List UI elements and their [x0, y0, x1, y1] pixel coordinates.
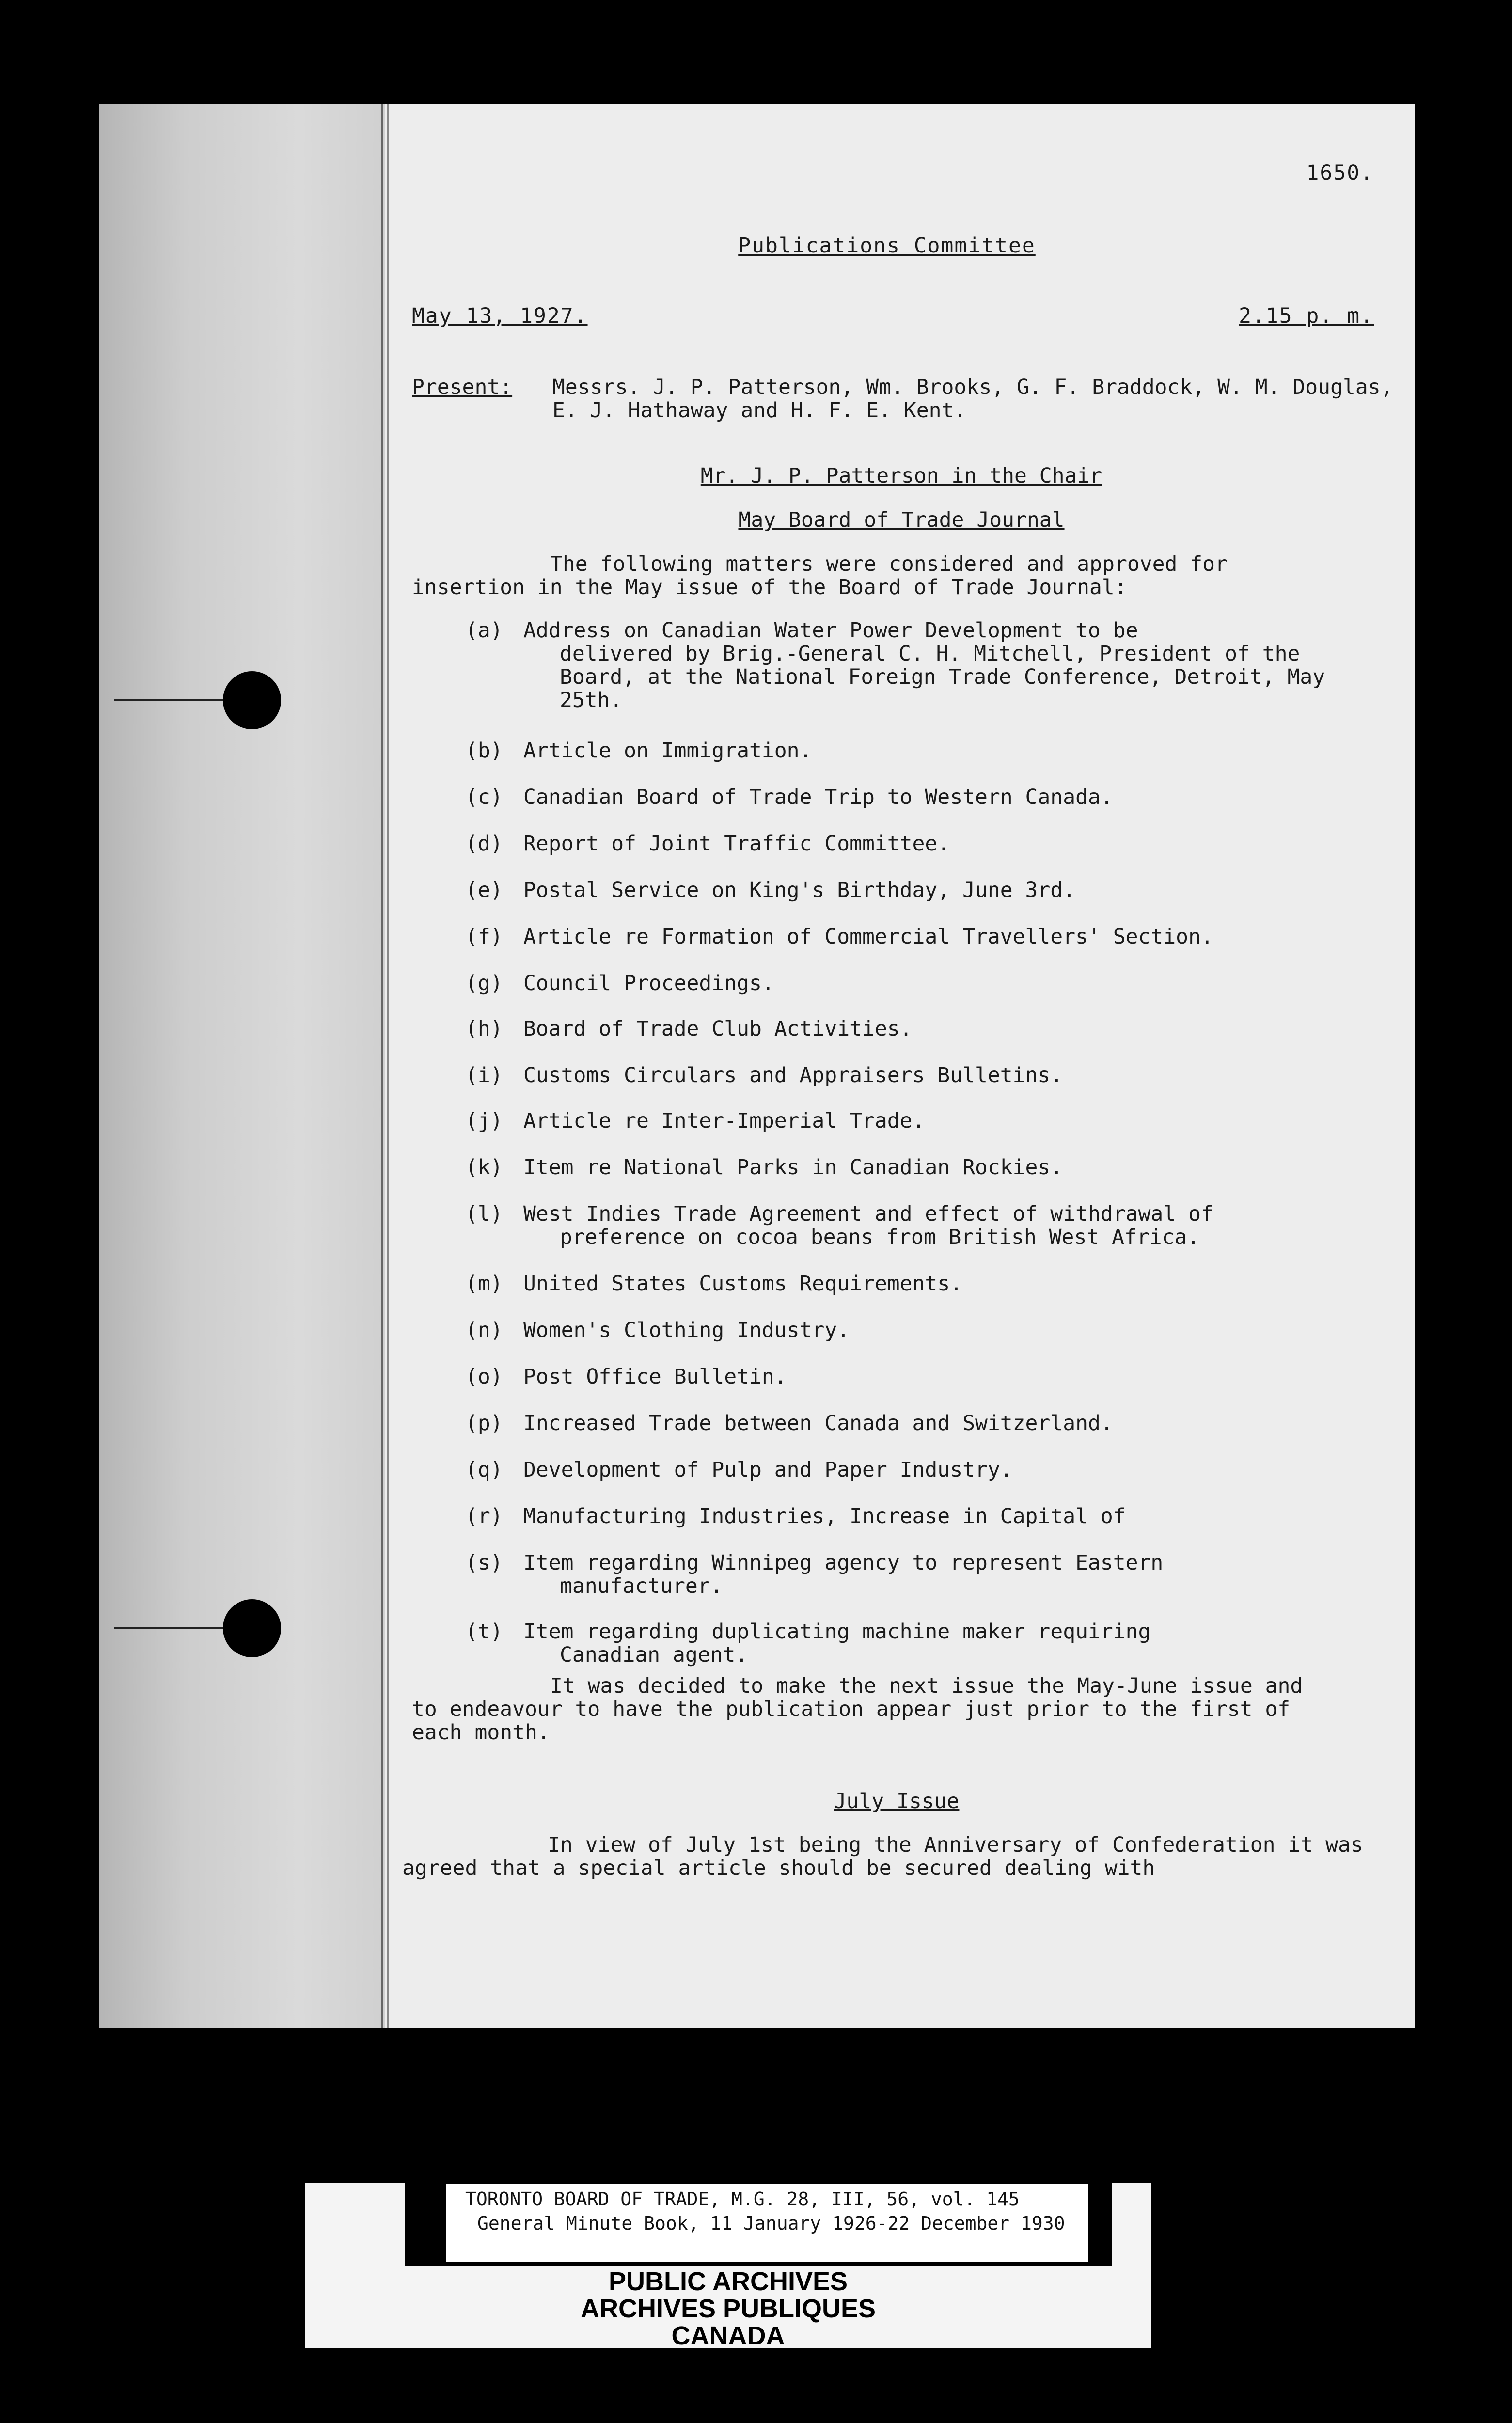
list-item	[465, 1017, 1362, 1040]
margin-rule	[381, 104, 383, 2028]
item-text: Canadian Board of Trade Trip to Western Canada.	[523, 785, 1113, 809]
item-label: (t)	[465, 1620, 503, 1644]
item-text: Increased Trade between Canada and Switzerland.	[523, 1411, 1113, 1435]
item-text: West Indies Trade Agreement and effect of withdrawal of	[523, 1202, 1213, 1226]
list-item	[465, 1412, 1362, 1435]
archive-source-label	[446, 2184, 1088, 2262]
list-item	[465, 832, 1362, 855]
archive-stamp	[305, 2268, 1151, 2348]
item-label: (r)	[465, 1504, 503, 1528]
page-number: 1650.	[1306, 161, 1374, 185]
list-item	[465, 972, 1362, 995]
item-text-continued: Canadian agent.	[560, 1643, 748, 1667]
meeting-time: 2.15 p. m.	[1239, 304, 1374, 328]
item-label: (m)	[465, 1272, 503, 1296]
list-item	[465, 1458, 1362, 1481]
item-text-continued: delivered by Brig.-General C. H. Mitchell, President of the Board, at the National Foreign Trade Conference, Detroit, May 25th.	[560, 642, 1325, 712]
item-label: (g)	[465, 971, 503, 995]
section-heading-july-issue: July Issue	[834, 1789, 960, 1813]
binder-ring-upper	[114, 699, 230, 701]
archive-source-line-1: TORONTO BOARD OF TRADE, M.G. 28, III, 56, vol. 145	[465, 2188, 1020, 2210]
punch-hole-lower	[223, 1599, 281, 1657]
section-heading-may-journal: May Board of Trade Journal	[738, 508, 1065, 532]
list-item	[465, 1620, 1362, 1667]
binding-margin	[99, 104, 385, 2028]
archive-source-line-2: General Minute Book, 11 January 1926-22 December 1930	[477, 2213, 1065, 2234]
item-text: Article re Inter-Imperial Trade.	[523, 1109, 925, 1133]
archive-stamp-line-1: PUBLIC ARCHIVES	[608, 2267, 848, 2296]
item-text: Women's Clothing Industry.	[523, 1318, 850, 1342]
item-text: Item regarding Winnipeg agency to represent Eastern	[523, 1551, 1164, 1575]
item-label: (f)	[465, 925, 503, 949]
item-text: Board of Trade Club Activities.	[523, 1017, 913, 1041]
list-item	[465, 1319, 1362, 1342]
list-item	[465, 739, 1362, 762]
item-label: (n)	[465, 1318, 503, 1342]
item-text-continued: preference on cocoa beans from British West Africa.	[560, 1225, 1200, 1249]
item-label: (j)	[465, 1109, 503, 1133]
item-text: Address on Canadian Water Power Development to be	[523, 618, 1138, 643]
list-item	[465, 1064, 1362, 1087]
item-text: Development of Pulp and Paper Industry.	[523, 1458, 1013, 1482]
item-text: Postal Service on King's Birthday, June 3rd.	[523, 878, 1076, 902]
list-item	[465, 1365, 1362, 1388]
item-label: (h)	[465, 1017, 503, 1041]
punch-hole-upper	[223, 671, 281, 729]
list-item	[465, 1202, 1362, 1249]
committee-title: Publications Committee	[738, 234, 1036, 258]
list-item	[465, 619, 1362, 712]
list-item	[465, 1272, 1362, 1295]
scanned-page	[99, 104, 1415, 2028]
meeting-date: May 13, 1927.	[412, 304, 588, 328]
item-label: (o)	[465, 1365, 503, 1389]
item-text: Article on Immigration.	[523, 739, 812, 763]
item-text: Item re National Parks in Canadian Rockies.	[523, 1155, 1063, 1180]
item-text: Item regarding duplicating machine maker requiring	[523, 1620, 1151, 1644]
item-label: (k)	[465, 1155, 503, 1180]
item-text: Report of Joint Traffic Committee.	[523, 832, 950, 856]
binder-ring-lower	[114, 1627, 230, 1629]
item-label: (c)	[465, 785, 503, 809]
item-label: (i)	[465, 1063, 503, 1087]
list-item	[465, 925, 1362, 948]
item-label: (q)	[465, 1458, 503, 1482]
item-text: Post Office Bulletin.	[523, 1365, 787, 1389]
item-text: Customs Circulars and Appraisers Bulletins.	[523, 1063, 1063, 1087]
item-label: (a)	[465, 618, 503, 643]
list-item	[465, 1551, 1362, 1598]
item-label: (b)	[465, 739, 503, 763]
item-label: (l)	[465, 1202, 503, 1226]
item-text: Manufacturing Industries, Increase in Capital of	[523, 1504, 1126, 1528]
attendees-list: Messrs. J. P. Patterson, Wm. Brooks, G. F. Braddock, W. M. Douglas, E. J. Hathaway and H. F. E. Kent.	[552, 375, 1393, 423]
intro-paragraph: The following matters were considered and approved for insertion in the May issue of the Board of Trade Journal:	[412, 552, 1228, 599]
item-label: (d)	[465, 832, 503, 856]
list-item	[465, 786, 1362, 809]
list-item	[465, 1109, 1362, 1133]
item-text-continued: manufacturer.	[560, 1574, 723, 1598]
item-text: Council Proceedings.	[523, 971, 774, 995]
chair-statement: Mr. J. P. Patterson in the Chair	[700, 464, 1102, 488]
archive-stamp-line-3: CANADA	[671, 2321, 785, 2350]
item-label: (p)	[465, 1411, 503, 1435]
july-paragraph: In view of July 1st being the Anniversary of Confederation it was agreed that a special article should be secured dealing with	[402, 1833, 1363, 1880]
item-text: United States Customs Requirements.	[523, 1272, 963, 1296]
item-label: (e)	[465, 878, 503, 902]
list-item	[465, 1505, 1362, 1528]
margin-rule-inner	[387, 104, 389, 2028]
list-item	[465, 1156, 1362, 1179]
item-label: (s)	[465, 1551, 503, 1575]
list-item	[465, 879, 1362, 902]
archive-stamp-line-2: ARCHIVES PUBLIQUES	[580, 2294, 876, 2323]
present-label: Present:	[412, 375, 513, 399]
closing-paragraph: It was decided to make the next issue the May-June issue and to endeavour to have the publication appear just prior to the first of each month.	[412, 1674, 1303, 1745]
item-text: Article re Formation of Commercial Travellers' Section.	[523, 925, 1213, 949]
